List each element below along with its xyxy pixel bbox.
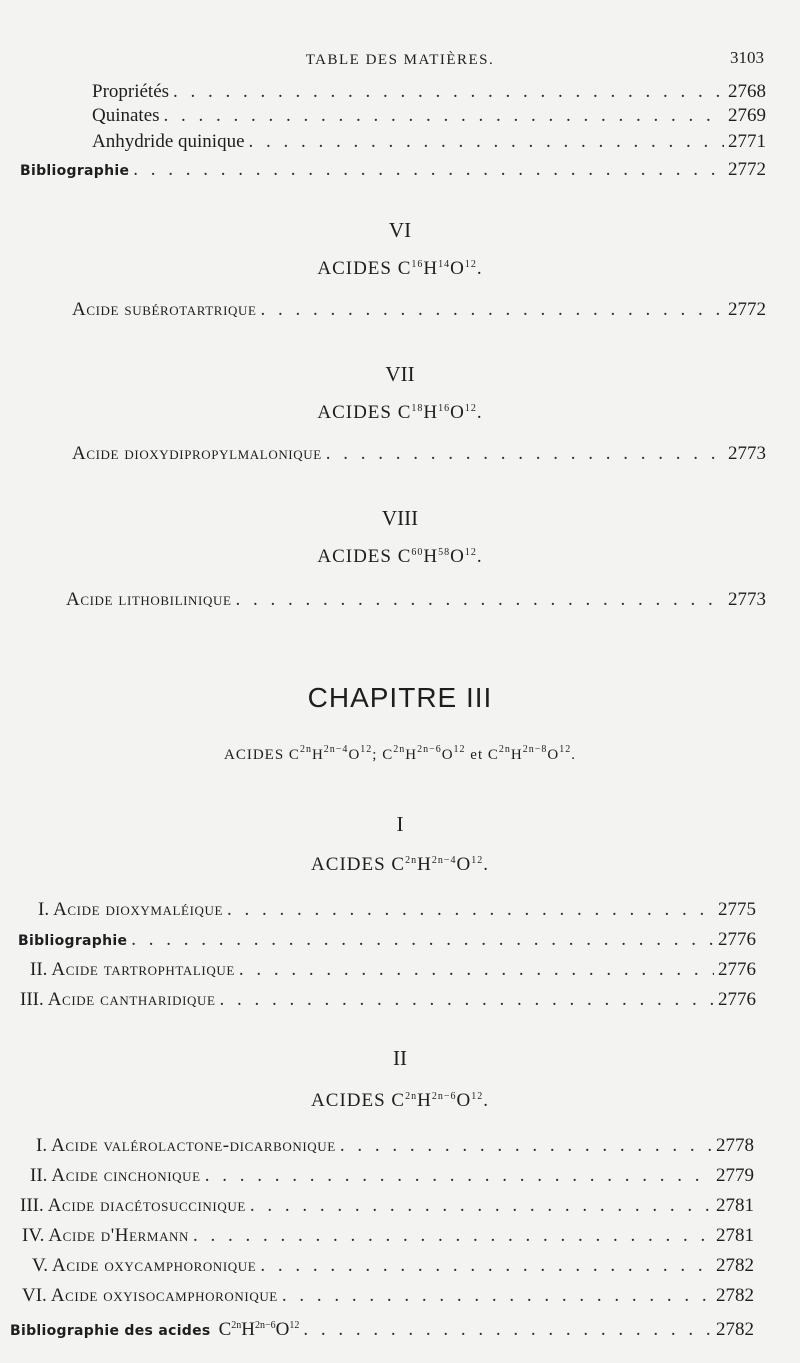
entry-label: Acide subérotartrique: [72, 299, 257, 320]
toc-entry-hermann[interactable]: [22, 1224, 754, 1248]
entry-number: I.: [38, 899, 50, 920]
toc-entry-cantharidique[interactable]: [20, 988, 756, 1012]
leader-dots: [193, 1224, 712, 1248]
leader-dots: [326, 442, 724, 466]
entry-label: Bibliographie: [20, 163, 130, 179]
section-formula-ii: ACIDES $C^{2n}H^{2n-6}O^{12}$.: [311, 1090, 489, 1111]
toc-entry-diacetosuccinique[interactable]: [20, 1194, 754, 1218]
toc-entry-dioxydipropylmalonique[interactable]: [72, 442, 766, 466]
leader-dots: [131, 928, 714, 952]
entry-page: 2776: [718, 959, 756, 980]
entry-label: Acide valérolactone-dicarbonique: [51, 1135, 336, 1156]
toc-entry-dioxymaleique[interactable]: [38, 898, 756, 922]
entry-label: Bibliographie: [18, 933, 128, 949]
leader-dots: [164, 104, 724, 128]
toc-entry-quinates[interactable]: [92, 104, 766, 128]
entry-page: 2782: [716, 1285, 754, 1306]
entry-label: Acide dioxymaléique: [53, 899, 224, 920]
leader-dots: [173, 80, 724, 104]
toc-entry-anhydride-quinique[interactable]: [92, 130, 766, 154]
entry-label: Acide oxycamphoronique: [52, 1255, 257, 1276]
entry-formula: $C^{2n}H^{2n-6}O^{12}$: [218, 1319, 300, 1340]
chapter-title: CHAPITRE III: [307, 682, 493, 713]
leader-dots: [220, 988, 714, 1012]
toc-entry-proprietes[interactable]: [92, 80, 766, 104]
leader-dots: [239, 958, 714, 982]
leader-dots: [303, 1318, 712, 1342]
entry-number: II.: [30, 959, 48, 980]
entry-page: 2773: [728, 443, 766, 464]
section-numeral-vi: VI: [388, 218, 412, 242]
entry-page: 2781: [716, 1195, 754, 1216]
leader-dots: [340, 1134, 712, 1158]
entry-number: I.: [36, 1135, 48, 1156]
entry-label: Quinates: [92, 105, 160, 126]
leader-dots: [236, 588, 725, 612]
section-numeral-ii: II: [393, 1046, 407, 1070]
leader-dots: [205, 1164, 712, 1188]
entry-label: Acide cantharidique: [47, 989, 216, 1010]
leader-dots: [133, 158, 724, 182]
leader-dots: [249, 130, 724, 154]
entry-page: 2781: [716, 1225, 754, 1246]
toc-entry-bibliographie-i[interactable]: [18, 928, 756, 953]
toc-entry-oxyisocamphoronique[interactable]: [22, 1284, 754, 1308]
entry-page: 2768: [728, 81, 766, 102]
entry-number: II.: [30, 1165, 48, 1186]
entry-page: 2775: [718, 899, 756, 920]
section-formula-vi: ACIDES $C^{16}H^{14}O^{12}$.: [317, 258, 483, 279]
toc-entry-bibliographie[interactable]: [20, 158, 766, 183]
toc-entry-cinchonique[interactable]: [30, 1164, 754, 1188]
leader-dots: [282, 1284, 712, 1308]
leader-dots: [227, 898, 714, 922]
running-header: TABLE DES MATIÈRES.: [305, 52, 495, 68]
chapter-subtitle: ACIDES $C^{2n}H^{2n-4}O^{12}$; $C^{2n}H^{2n-6}O^{12}$ et $C^{2n}H^{2n-8}O^{12}$.: [224, 744, 576, 763]
entry-label: Acide cinchonique: [51, 1165, 201, 1186]
toc-entry-tartrophtalique[interactable]: [30, 958, 756, 982]
entry-label: Bibliographie des acides: [10, 1323, 211, 1339]
entry-page: 2782: [716, 1319, 754, 1340]
entry-number: IV.: [22, 1225, 45, 1246]
entry-page: 2772: [728, 299, 766, 320]
leader-dots: [261, 298, 724, 322]
entry-page: 2776: [718, 989, 756, 1010]
toc-entry-bibliographie-acides[interactable]: [10, 1314, 754, 1343]
entry-label: Anhydride quinique: [92, 131, 245, 152]
section-numeral-viii: VIII: [381, 506, 419, 530]
entry-page: 2779: [716, 1165, 754, 1186]
entry-label: Acide d'Hermann: [48, 1225, 190, 1246]
section-formula-viii: ACIDES $C^{60}H^{58}O^{12}$.: [317, 546, 483, 567]
toc-entry-oxycamphoronique[interactable]: [32, 1254, 754, 1278]
entry-label: Acide diacétosuccinique: [47, 1195, 246, 1216]
entry-number: V.: [32, 1255, 49, 1276]
section-formula-vii: ACIDES $C^{18}H^{16}O^{12}$.: [317, 402, 483, 423]
toc-entry-valerolactone[interactable]: [36, 1134, 754, 1158]
entry-label: Acide lithobilinique: [66, 589, 232, 610]
leader-dots: [250, 1194, 712, 1218]
entry-page: 2769: [728, 105, 766, 126]
section-numeral-vii: VII: [385, 362, 415, 386]
entry-label: Acide tartrophtalique: [51, 959, 235, 980]
entry-page: 2771: [728, 131, 766, 152]
section-formula-i: ACIDES $C^{2n}H^{2n-4}O^{12}$.: [311, 854, 489, 875]
entry-label: Propriétés: [92, 81, 170, 102]
entry-number: VI.: [22, 1285, 47, 1306]
entry-page: 2776: [718, 929, 756, 950]
entry-number: III.: [20, 989, 44, 1010]
entry-number: III.: [20, 1195, 44, 1216]
entry-label: Acide oxyisocamphoronique: [50, 1285, 278, 1306]
toc-entry-suberotartrique[interactable]: [72, 298, 766, 322]
section-numeral-i: I: [396, 812, 404, 836]
entry-page: 2782: [716, 1255, 754, 1276]
entry-label: Acide dioxydipropylmalonique: [72, 443, 322, 464]
entry-page: 2772: [728, 159, 766, 180]
entry-page: 2773: [728, 589, 766, 610]
toc-entry-lithobilinique[interactable]: [66, 588, 766, 612]
leader-dots: [260, 1254, 712, 1278]
entry-page: 2778: [716, 1135, 754, 1156]
page-number: 3103: [730, 48, 764, 67]
